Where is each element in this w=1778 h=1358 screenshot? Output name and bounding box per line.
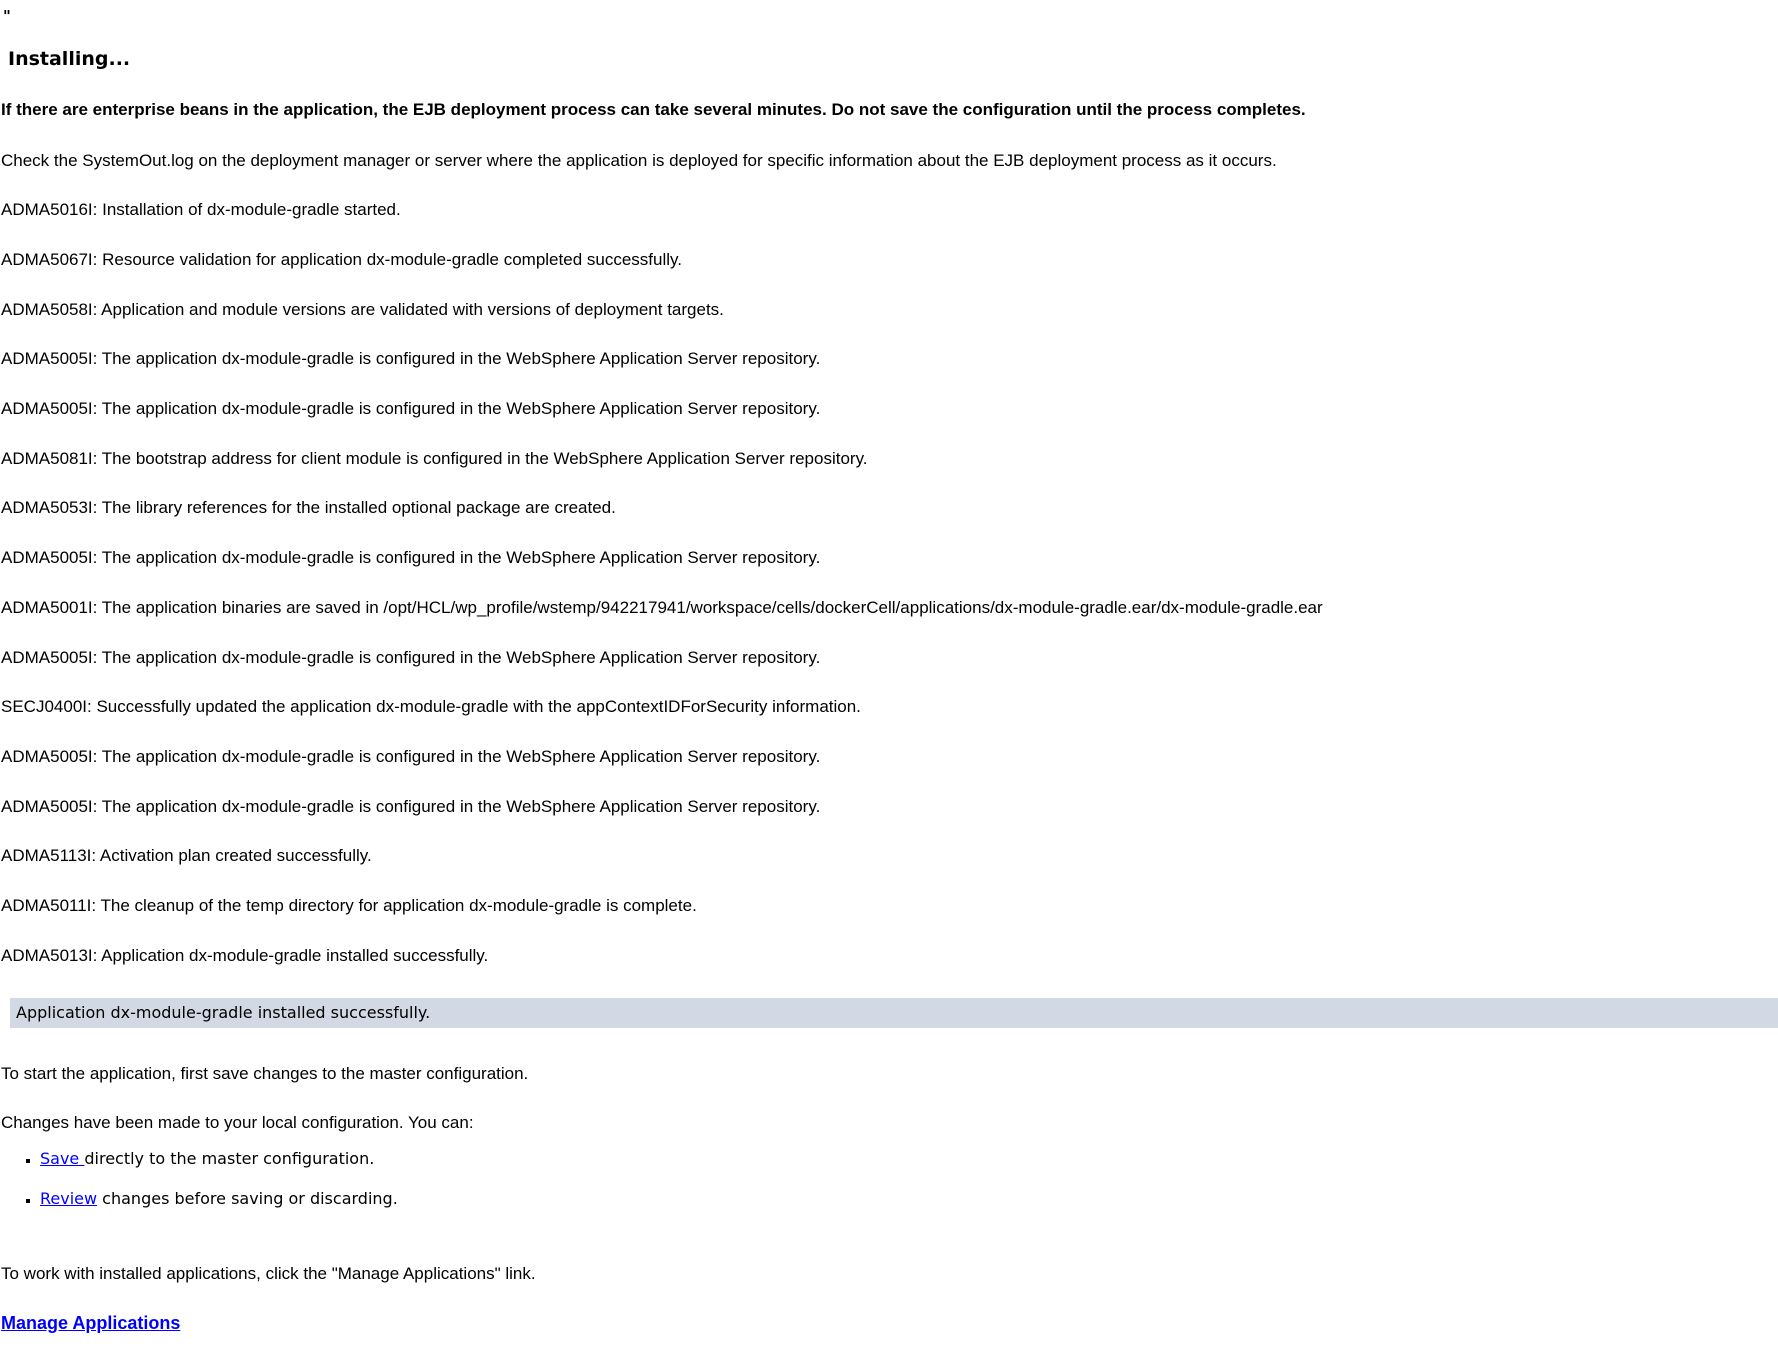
log-message: ADMA5005I: The application dx-module-gradle is configured in the WebSphere Application Server repository. [1,746,821,766]
start-application-note: To start the application, first save changes to the master configuration. [1,1064,529,1084]
review-link[interactable]: Review [40,1188,98,1208]
log-message: ADMA5081I: The bootstrap address for client module is configured in the WebSphere Application Server repository. [1,448,868,468]
log-message: ADMA5016I: Installation of dx-module-gradle started. [1,200,401,220]
log-message: ADMA5113I: Activation plan created successfully. [1,846,372,866]
manage-applications-link[interactable]: Manage Applications [1,1312,181,1333]
systemout-check-note: Check the SystemOut.log on the deployment manager or server where the application is deployed for specific information about the EJB deployment process as it occurs. [1,150,1277,170]
page-title: Installing... [8,48,131,70]
configuration-actions-list [0,1149,1778,1208]
save-action-item [40,1149,1778,1168]
stray-quote-mark: " [3,7,11,25]
manage-applications-row [1,1313,1778,1334]
log-message: ADMA5011I: The cleanup of the temp directory for application dx-module-gradle is complete. [1,895,697,915]
save-action-text: directly to the master configuration. [84,1148,375,1168]
log-message: ADMA5053I: The library references for the installed optional package are created. [1,498,616,518]
review-action-text: changes before saving or discarding. [97,1188,398,1208]
log-message: ADMA5005I: The application dx-module-gradle is configured in the WebSphere Application Server repository. [1,548,821,568]
log-message: ADMA5005I: The application dx-module-gradle is configured in the WebSphere Application Server repository. [1,796,821,816]
log-message: ADMA5005I: The application dx-module-gradle is configured in the WebSphere Application Server repository. [1,349,821,369]
log-message: ADMA5005I: The application dx-module-gradle is configured in the WebSphere Application Server repository. [1,647,821,667]
local-configuration-note: Changes have been made to your local configuration. You can: [1,1113,474,1132]
log-message: ADMA5005I: The application dx-module-gradle is configured in the WebSphere Application Server repository. [1,399,821,419]
log-message: ADMA5067I: Resource validation for application dx-module-gradle completed successfully. [1,250,682,269]
install-result-page [0,9,1778,1358]
review-action-item [40,1189,1778,1208]
log-message: ADMA5013I: Application dx-module-gradle installed successfully. [1,945,489,965]
install-success-banner: Application dx-module-gradle installed successfully. [10,998,1778,1028]
log-message: ADMA5058I: Application and module versions are validated with versions of deployment targets. [1,299,724,319]
ejb-warning-note: If there are enterprise beans in the application, the EJB deployment process can take several minutes. Do not save the configuration until the process completes. [1,99,1306,119]
save-link[interactable]: Save [40,1148,85,1168]
install-log [0,201,1778,965]
manage-applications-note: To work with installed applications, click the "Manage Applications" link. [1,1264,536,1284]
log-message: SECJ0400I: Successfully updated the application dx-module-gradle with the appContextIDForSecurity information. [1,697,861,717]
log-message: ADMA5001I: The application binaries are saved in /opt/HCL/wp_profile/wstemp/942217941/workspace/cells/dockerCell/applications/dx-module-gradle.ear/dx-module-gradle.ear [1,597,1323,617]
